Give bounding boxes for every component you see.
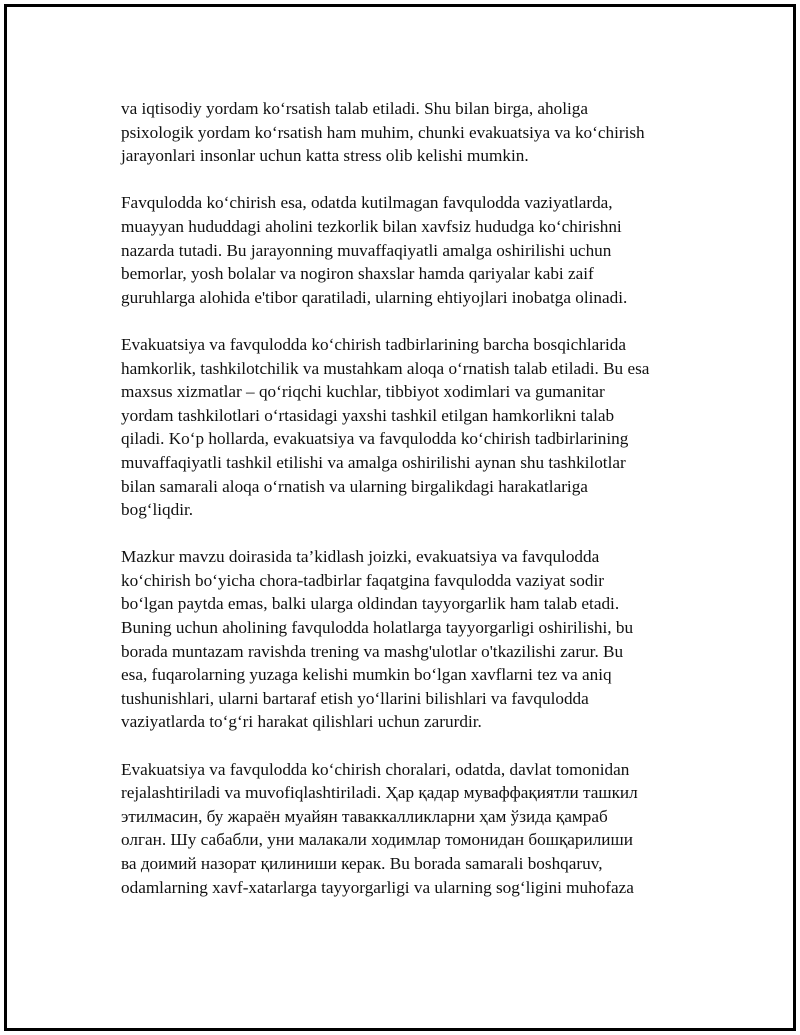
paragraph: [121, 333, 701, 522]
text-line: jarayonlari insonlar uchun katta stress olib kelishi mumkin.: [121, 146, 529, 166]
text-line: ko‘chirish bo‘yicha chora-tadbirlar faqatgina favqulodda vaziyat sodir: [121, 570, 604, 590]
text-line: Evakuatsiya va favqulodda ko‘chirish tadbirlarining barcha bosqichlarida: [121, 334, 626, 354]
text-line: maxsus xizmatlar – qo‘riqchi kuchlar, tibbiyot xodimlari va gumanitar: [121, 382, 605, 402]
text-line: hamkorlik, tashkilotchilik va mustahkam aloqa o‘rnatish talab etiladi. Bu esa: [121, 358, 650, 378]
paragraph: [121, 191, 701, 309]
text-line: guruhlarga alohida e'tibor qaratiladi, ularning ehtiyojlari inobatga olinadi.: [121, 287, 628, 307]
text-line: bilan samarali aloqa o‘rnatish va ularning birgalikdagi harakatlariga: [121, 476, 588, 496]
text-line: Mazkur mavzu doirasida ta’kidlash joizki, evakuatsiya va favqulodda: [121, 547, 600, 567]
text-line: этилмасин, бу жараён муайян таваккалликларни ҳам ўзида қамраб: [121, 806, 608, 826]
text-line: олган. Шу сабабли, уни малакали ходимлар томонидан бошқарилиши: [121, 830, 633, 850]
document-body: [121, 97, 701, 923]
text-line: va iqtisodiy yordam ko‘rsatish talab etiladi. Shu bilan birga, aholiga: [121, 99, 588, 118]
text-line: tushunishlari, ularni bartaraf etish yo‘llarini bilishlari va favqulodda: [121, 688, 589, 708]
text-line: esa, fuqarolarning yuzaga kelishi mumkin bo‘lgan xavflarni tez va aniq: [121, 665, 612, 685]
text-line: muayyan hududdagi aholini tezkorlik bilan xavfsiz hududga ko‘chirishni: [121, 216, 622, 236]
text-line: rejalashtiriladi va muvofiqlashtiriladi. Ҳар қадар муваффақиятли ташкил: [121, 783, 638, 803]
text-line: Evakuatsiya va favqulodda ko‘chirish choralari, odatda, davlat tomonidan: [121, 759, 630, 779]
text-line: odamlarning xavf-xatarlarga tayyorgarligi va ularning sog‘ligini muhofaza: [121, 877, 634, 897]
page-frame: [4, 4, 796, 1031]
paragraph: [121, 545, 701, 734]
text-line: bog‘liqdir.: [121, 500, 194, 520]
text-line: bo‘lgan paytda emas, balki ularga oldindan tayyorgarlik ham talab etadi.: [121, 594, 620, 614]
text-line: bemorlar, yosh bolalar va nogiron shaxslar hamda qariyalar kabi zaif: [121, 264, 594, 284]
text-line: muvaffaqiyatli tashkil etilishi va amalga oshirilishi aynan shu tashkilotlar: [121, 452, 626, 472]
text-line: ва доимий назорат қилиниши керак. Bu borada samarali boshqaruv,: [121, 854, 603, 873]
text-line: qiladi. Ko‘p hollarda, evakuatsiya va favqulodda ko‘chirish tadbirlarining: [121, 429, 629, 449]
paragraph: [121, 97, 701, 168]
text-line: Favqulodda ko‘chirish esa, odatda kutilmagan favqulodda vaziyatlarda,: [121, 193, 613, 213]
text-line: psixologik yordam ko‘rsatish ham muhim, chunki evakuatsiya va ko‘chirish: [121, 122, 645, 142]
paragraph: [121, 758, 701, 900]
text-line: yordam tashkilotlari o‘rtasidagi yaxshi tashkil etilgan hamkorlikni talab: [121, 405, 615, 425]
text-line: vaziyatlarda to‘g‘ri harakat qilishlari uchun zarurdir.: [121, 712, 482, 732]
text-line: Buning uchun aholining favqulodda holatlarga tayyorgarligi oshirilishi, bu: [121, 618, 634, 638]
text-line: borada muntazam ravishda trening va mashg'ulotlar o'tkazilishi zarur. Bu: [121, 641, 624, 661]
text-line: nazarda tutadi. Bu jarayonning muvaffaqiyatli amalga oshirilishi uchun: [121, 240, 612, 260]
